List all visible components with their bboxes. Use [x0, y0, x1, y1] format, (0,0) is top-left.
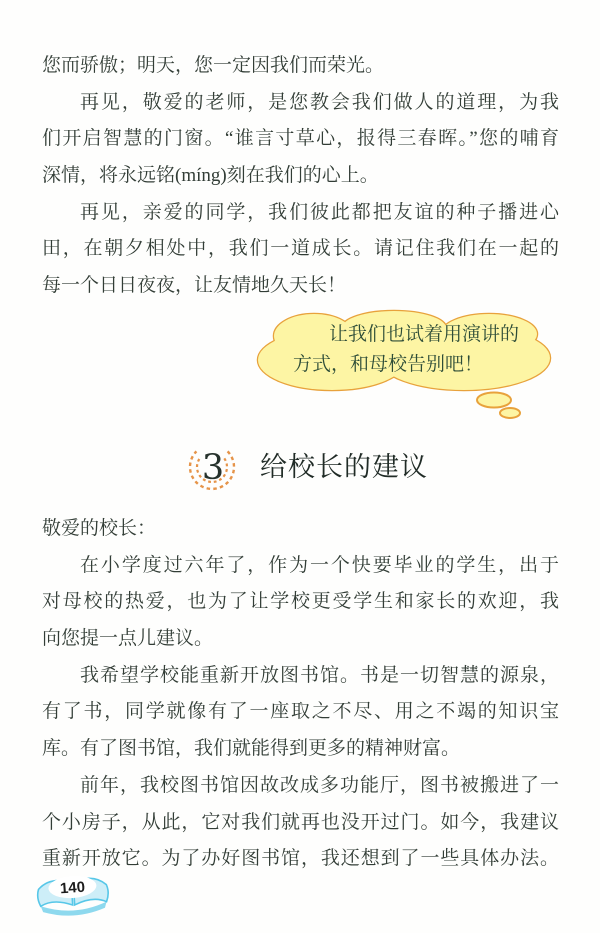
text-line: 深情，将永远铭(míng)刻在我们的心上。	[42, 165, 379, 187]
text-line: 再见，亲爱的同学，我们彼此都把友谊的种子播进心	[80, 201, 559, 223]
text-line: 对母校的热爱，也为了让学校更受学生和家长的欢迎，我	[42, 591, 559, 613]
page-number: 140	[59, 878, 86, 898]
text-line: 前年，我校图书馆因故改成多功能厅，图书被搬进了一	[80, 774, 559, 796]
bubble-tail-dots	[477, 393, 520, 419]
page-number-book-icon	[33, 871, 113, 919]
text-line: 敬爱的校长：	[42, 518, 157, 539]
farewell-speech-passage	[42, 48, 559, 305]
text-line: 个小房子，从此，它对我们就再也没开过门。如今，我建议	[42, 811, 559, 833]
bubble-prompt-text	[293, 320, 543, 379]
text-line: 有了书，同学就像有了一座取之不尽、用之不竭的知识宝	[42, 701, 559, 723]
text-line: 田，在朝夕相处中，我们一道成长。请记住我们在一起的	[42, 238, 559, 260]
lesson-heading	[184, 437, 428, 497]
lesson-title: 给校长的建议	[260, 452, 428, 482]
text-line: 再见，敬爱的老师，是您教会我们做人的道理，为我	[80, 91, 559, 113]
text-line: 向您提一点儿建议。	[42, 628, 214, 650]
text-line: 在小学度过六年了，作为一个快要毕业的学生，出于	[80, 554, 559, 576]
text-line: 我希望学校能重新开放图书馆。书是一切智慧的源泉，	[80, 664, 559, 686]
letter-to-principal	[42, 511, 559, 878]
text-line: 库。有了图书馆，我们就能得到更多的精神财富。	[42, 738, 461, 760]
lesson-number: 3	[201, 448, 225, 488]
text-line: 们开启智慧的门窗。“谁言寸草心，报得三春晖。”您的哺育	[42, 128, 559, 150]
text-line: 您而骄傲；明天，您一定因我们而荣光。	[42, 55, 385, 76]
lesson-number-sunburst-icon	[184, 437, 240, 497]
text-line: 每一个日日夜夜，让友情地久天长！	[42, 275, 347, 297]
bubble-text-line: 让我们也试着用演讲的	[329, 324, 520, 345]
text-line: 重新开放它。为了办好图书馆，我还想到了一些具体办法。	[42, 848, 559, 870]
bubble-text-line: 方式，和母校告别吧！	[293, 353, 484, 375]
